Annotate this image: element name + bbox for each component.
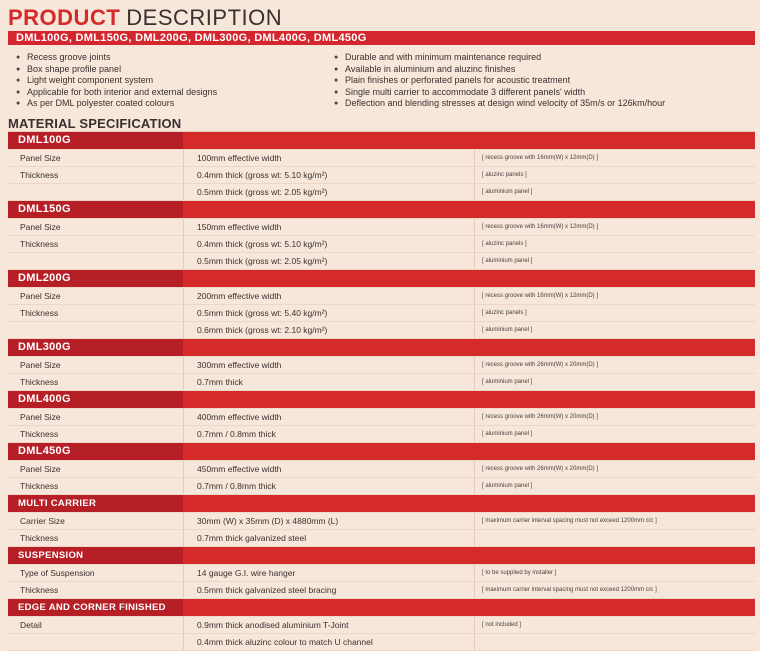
- feature-item: [14, 75, 217, 87]
- row-value: 0.4mm thick aluzinc colour to match U channel: [197, 637, 373, 647]
- row-label: Thickness: [20, 239, 59, 249]
- row-value: 0.4mm thick (gross wt: 5.10 kg/m²): [197, 239, 328, 249]
- row-note: [ aluminium panel ]: [482, 431, 533, 437]
- row-value: 200mm effective width: [197, 291, 282, 301]
- row-note: [ recess groove with 16mm(W) x 12mm(D) ]: [482, 224, 599, 230]
- bullet-icon: ●: [16, 77, 21, 84]
- feature-text: Plain finishes or perforated panels for acoustic treatment: [345, 75, 571, 85]
- row-note: [ to be supplied by installer ]: [482, 570, 557, 576]
- row-value: 0.7mm / 0.8mm thick: [197, 429, 276, 439]
- row-label: Detail: [20, 620, 42, 630]
- feature-text: Available in aluminium and aluzinc finishes: [345, 63, 516, 74]
- section-title: DML450G: [8, 443, 183, 460]
- table-row: [8, 409, 755, 426]
- features-left-list: [14, 52, 217, 110]
- section-header: [8, 391, 755, 409]
- model-list-bar: DML100G, DML150G, DML200G, DML300G, DML400G, DML450G: [8, 31, 755, 45]
- page-title: [8, 5, 282, 29]
- feature-text: Deflection and blending stresses at design wind velocity of 35m/s or 126km/hour: [345, 98, 666, 108]
- row-label: Thickness: [20, 429, 59, 439]
- row-value: 0.7mm thick galvanized steel: [197, 533, 307, 543]
- row-label: Thickness: [20, 170, 59, 180]
- row-value: 450mm effective width: [197, 464, 282, 474]
- row-value: 0.5mm thick galvanized steel bracing: [197, 585, 337, 595]
- row-note: [ recess groove with 16mm(W) x 12mm(D) ]: [482, 293, 599, 299]
- row-value: 30mm (W) x 35mm (D) x 4880mm (L): [197, 516, 339, 526]
- row-value: 0.9mm thick anodised aluminium T-Joint: [197, 620, 349, 630]
- section-title: SUSPENSION: [8, 547, 183, 564]
- section-header: [8, 339, 755, 357]
- table-row: [8, 461, 755, 478]
- feature-item: [332, 64, 665, 76]
- table-row: [8, 478, 755, 495]
- bullet-icon: ●: [334, 65, 339, 73]
- row-value: 0.6mm thick (gross wt: 2.10 kg/m²): [197, 325, 328, 335]
- row-label: Thickness: [20, 377, 59, 387]
- table-row: [8, 322, 755, 339]
- row-label: Panel Size: [20, 412, 61, 422]
- feature-text: As per DML polyester coated colours: [27, 98, 175, 108]
- section-title: MULTI CARRIER: [8, 495, 183, 512]
- feature-item: [332, 98, 665, 110]
- row-label: Panel Size: [20, 153, 61, 163]
- spec-title: MATERIAL SPECIFICATION: [8, 116, 182, 131]
- row-value: 0.5mm thick (gross wt: 2.05 kg/m²): [197, 187, 328, 197]
- feature-item: [332, 75, 665, 87]
- row-label: Thickness: [20, 585, 59, 595]
- table-row: [8, 167, 755, 184]
- table-row: [8, 288, 755, 305]
- feature-text: Single multi carrier to accommodate 3 different panels' width: [345, 86, 586, 97]
- table-row: [8, 184, 755, 201]
- section-title: DML200G: [8, 270, 183, 287]
- row-value: 150mm effective width: [197, 222, 282, 232]
- feature-item: [14, 98, 217, 110]
- row-label: Type of Suspension: [20, 568, 95, 578]
- spec-table: [8, 131, 755, 651]
- row-label: Panel Size: [20, 291, 61, 301]
- row-value: 400mm effective width: [197, 412, 282, 422]
- section-header: [8, 599, 755, 617]
- feature-text: Light weight component system: [27, 75, 154, 85]
- row-label: Panel Size: [20, 360, 61, 370]
- row-label: Panel Size: [20, 464, 61, 474]
- table-row: [8, 357, 755, 374]
- feature-item: [332, 87, 665, 99]
- feature-text: Recess groove joints: [27, 52, 111, 62]
- row-note: [ recess groove with 26mm(W) x 20mm(D) ]: [482, 414, 599, 420]
- table-row: [8, 634, 755, 651]
- feature-item: [332, 52, 665, 64]
- row-note: [ aluminium panel ]: [482, 189, 533, 195]
- row-value: 14 gauge G.I. wire hanger: [197, 568, 296, 578]
- feature-item: [14, 64, 217, 76]
- row-note: [ aluminium panel ]: [482, 327, 533, 333]
- bullet-icon: ●: [334, 88, 339, 96]
- row-note: [ aluzinc panels ]: [482, 241, 527, 247]
- table-row: [8, 565, 755, 582]
- bullet-icon: ●: [16, 54, 21, 61]
- section-header: [8, 132, 755, 150]
- row-note: [ aluminium panel ]: [482, 483, 533, 489]
- feature-text: Box shape profile panel: [27, 63, 122, 74]
- title-description: DESCRIPTION: [126, 5, 283, 30]
- row-label: Thickness: [20, 533, 59, 543]
- row-note: [ recess groove with 16mm(W) x 12mm(D) ]: [482, 155, 599, 161]
- row-label: Panel Size: [20, 222, 61, 232]
- table-row: [8, 236, 755, 253]
- feature-item: [14, 87, 217, 99]
- table-row: [8, 426, 755, 443]
- row-note: [ aluminium panel ]: [482, 379, 533, 385]
- bullet-icon: ●: [16, 65, 21, 73]
- row-value: 0.7mm / 0.8mm thick: [197, 481, 276, 491]
- section-title: EDGE AND CORNER FINISHED: [8, 599, 183, 616]
- row-label: Thickness: [20, 308, 59, 318]
- table-row: [8, 513, 755, 530]
- row-note: [ recess groove with 26mm(W) x 20mm(D) ]: [482, 362, 599, 368]
- table-row: [8, 530, 755, 547]
- row-label: Carrier Size: [20, 516, 65, 526]
- section-header: [8, 495, 755, 513]
- features-right-list: [332, 52, 665, 110]
- section-header: [8, 443, 755, 461]
- bullet-icon: ●: [16, 88, 21, 96]
- table-row: [8, 617, 755, 634]
- table-row: [8, 150, 755, 167]
- section-title: DML100G: [8, 132, 183, 149]
- row-value: 0.5mm thick (gross wt: 5.40 kg/m²): [197, 308, 328, 318]
- row-note: [ maximum carrier interval spacing must not exceed 1200mm c/c ]: [482, 587, 657, 593]
- row-value: 100mm effective width: [197, 153, 282, 163]
- feature-text: Durable and with minimum maintenance required: [345, 52, 542, 62]
- bullet-icon: ●: [16, 100, 21, 107]
- section-header: [8, 270, 755, 288]
- row-value: 0.5mm thick (gross wt: 2.05 kg/m²): [197, 256, 328, 266]
- section-title: DML400G: [8, 391, 183, 408]
- feature-text: Applicable for both interior and external designs: [27, 86, 218, 97]
- section-title: DML150G: [8, 201, 183, 218]
- row-note: [ aluminium panel ]: [482, 258, 533, 264]
- row-value: 300mm effective width: [197, 360, 282, 370]
- table-row: [8, 582, 755, 599]
- table-row: [8, 374, 755, 391]
- row-value: 0.4mm thick (gross wt: 5.10 kg/m²): [197, 170, 328, 180]
- row-note: [ aluzinc panels ]: [482, 310, 527, 316]
- table-row: [8, 219, 755, 236]
- section-title: DML300G: [8, 339, 183, 356]
- row-note: [ not included ]: [482, 622, 522, 628]
- row-note: [ aluzinc panels ]: [482, 172, 527, 178]
- section-header: [8, 201, 755, 219]
- table-row: [8, 253, 755, 270]
- bullet-icon: ●: [334, 54, 339, 61]
- row-note: [ maximum carrier interval spacing must not exceed 1200mm c/c ]: [482, 518, 657, 524]
- row-label: Thickness: [20, 481, 59, 491]
- title-product: PRODUCT: [8, 5, 121, 30]
- bullet-icon: ●: [334, 77, 339, 84]
- row-note: [ recess groove with 26mm(W) x 20mm(D) ]: [482, 466, 599, 472]
- row-value: 0.7mm thick: [197, 377, 243, 387]
- section-header: [8, 547, 755, 565]
- table-row: [8, 305, 755, 322]
- bullet-icon: ●: [334, 100, 339, 107]
- feature-item: [14, 52, 217, 64]
